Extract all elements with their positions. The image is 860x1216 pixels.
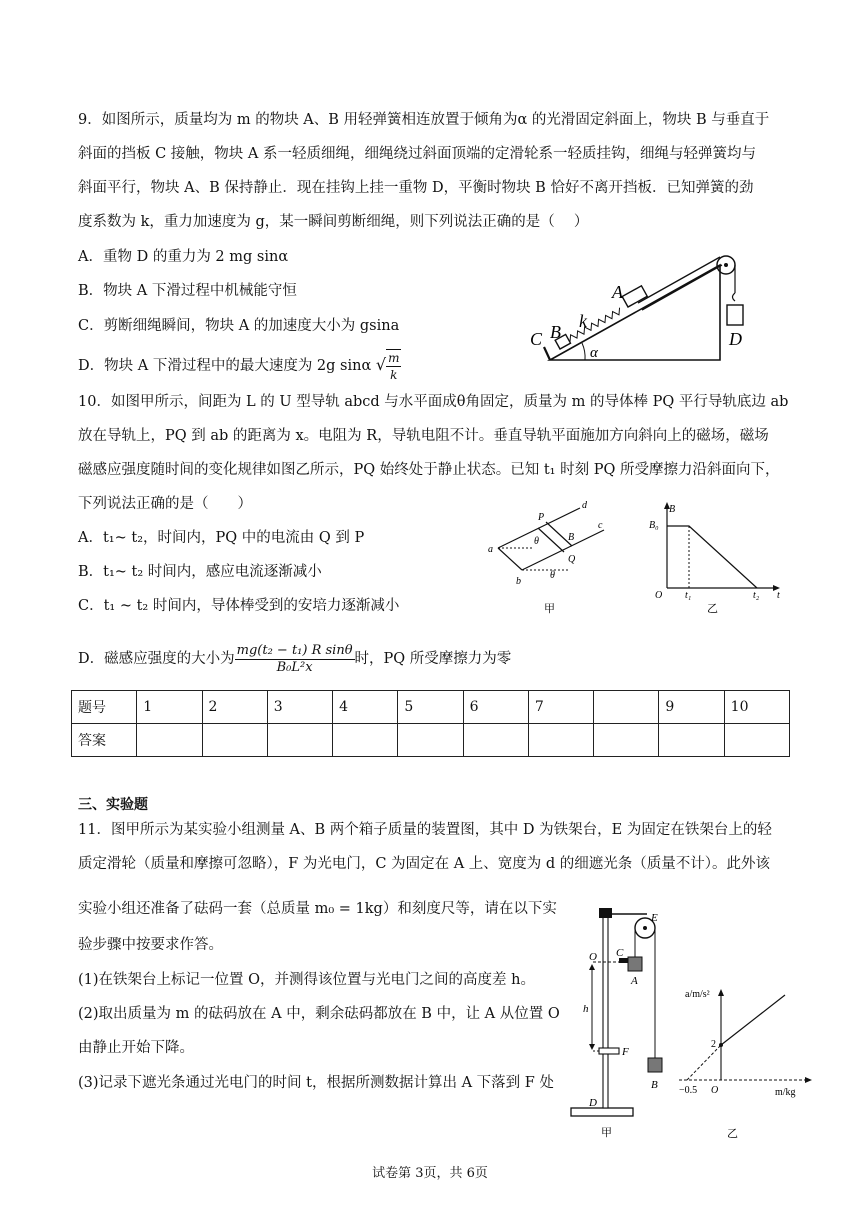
q10-yi-label-b: B — [669, 504, 676, 515]
q11-jia-label-e: E — [651, 912, 658, 924]
answer-cell[interactable] — [398, 724, 463, 757]
q9-label-k: k — [579, 311, 587, 331]
q10-yi-label-o: O — [655, 590, 663, 601]
q11-jia-label-o: O — [589, 951, 597, 963]
q10-option-c: C．t₁ ~ t₂ 时间内，导体棒受到的安培力逐渐减小 — [78, 598, 400, 614]
q11-jia-label-d: D — [589, 1097, 597, 1109]
q9-option-d: D．物块 A 下滑过程中的最大速度为 2g sinα √ $\frac{m}{k}$ — [78, 351, 400, 382]
q9-label-b: B — [550, 322, 561, 342]
answer-table-number: 9 — [659, 691, 724, 724]
q10-yi-label-b0: B₀ — [649, 520, 659, 531]
q11-figure-yi — [675, 985, 815, 1145]
answer-cell[interactable] — [724, 724, 789, 757]
q10-option-d — [78, 640, 511, 678]
answer-table-number: 3 — [267, 691, 332, 724]
q10-yi-label-t2: t₂ — [753, 590, 760, 601]
q10-option-d-fraction — [235, 643, 355, 676]
answer-table-answer-row — [72, 724, 790, 757]
answer-cell[interactable] — [594, 724, 659, 757]
q10-option-d-suffix: 时，PQ 所受摩擦力为零 — [354, 651, 512, 667]
q9-stem-line-4: 度系数为 k，重力加速度为 g，某一瞬间剪断细绳，则下列说法正确的是（ ） — [78, 214, 589, 230]
q9-label-a: A — [612, 282, 623, 302]
q11-jia-label-f: F — [622, 1046, 629, 1058]
answer-cell[interactable] — [659, 724, 724, 757]
q11-stem-line-1: 11．图甲所示为某实验小组测量 A、B 两个箱子质量的装置图，其中 D 为铁架台，E 为固定在铁架台上的轻 — [78, 822, 772, 838]
q9-option-d-denominator: k — [390, 368, 398, 382]
q11-jia-label-a: A — [631, 975, 638, 987]
q11-yi-x-axis-label: m/kg — [775, 1087, 796, 1098]
answer-table-number: 7 — [528, 691, 593, 724]
q11-jia-label-b: B — [651, 1079, 658, 1091]
q10-jia-label-b-field: B — [568, 532, 575, 543]
q11-yi-origin-label: O — [711, 1085, 719, 1096]
q11-step-1: (1)在铁架台上标记一位置 O，并测得该位置与光电门之间的高度差 h。 — [78, 972, 535, 988]
answer-table-number: 4 — [333, 691, 398, 724]
q10-yi-caption: 乙 — [707, 603, 718, 615]
q11-yi-y-axis-label: a/m/s² — [685, 989, 710, 1000]
answer-cell[interactable] — [528, 724, 593, 757]
q10-yi-label-t: t — [777, 590, 780, 601]
answer-cell[interactable] — [463, 724, 528, 757]
q10-figure-yi — [645, 500, 785, 615]
q10-option-d-prefix: D．磁感应强度的大小为 — [78, 651, 235, 667]
q10-stem-line-3: 磁感应强度随时间的变化规律如图乙所示，PQ 始终处于静止状态。已知 t₁ 时刻 PQ 所受摩擦力沿斜面向下， — [78, 462, 780, 478]
q10-jia-label-b: b — [516, 576, 521, 587]
q11-step-3: (3)记录下遮光条通过光电门的时间 t，根据所测数据计算出 A 下落到 F 处 — [78, 1075, 554, 1091]
q10-jia-label-c: c — [598, 520, 603, 531]
answer-cell[interactable] — [267, 724, 332, 757]
q10-jia-caption: 甲 — [544, 603, 555, 615]
answer-table-answer-label: 答案 — [72, 724, 137, 757]
answer-table — [71, 690, 790, 757]
q10-stem-line-1: 10．如图甲所示，间距为 L 的 U 型导轨 abcd 与水平面成θ角固定，质量为 m 的导体棒 PQ 平行导轨底边 ab — [78, 394, 789, 410]
q9-option-d-fraction — [386, 349, 401, 383]
q10-jia-label-theta-1: θ — [534, 536, 539, 547]
q10-option-d-numerator: mg(t₂ − t₁) R sinθ — [236, 642, 353, 658]
q9-stem-line-2: 斜面的挡板 C 接触，物块 A 系一轻质细绳，细绳绕过斜面顶端的定滑轮系一轻质挂钩，细绳与轻弹簧均与 — [78, 146, 756, 162]
answer-table-number: 6 — [463, 691, 528, 724]
answer-cell[interactable] — [202, 724, 267, 757]
answer-table-number-row — [72, 691, 790, 724]
q11-yi-caption: 乙 — [727, 1128, 738, 1140]
q11-jia-label-h: h — [583, 1003, 589, 1015]
section-title-experiment: 三、实验题 — [78, 796, 148, 812]
q9-option-b: B．物块 A 下滑过程中机械能守恒 — [78, 283, 297, 299]
q10-yi-label-t1: t₁ — [685, 590, 692, 601]
q11-stem-line-3: 实验小组还准备了砝码一套（总质量 m₀ = 1kg）和刻度尺等，请在以下实 — [78, 901, 557, 917]
answer-table-number: 1 — [137, 691, 202, 724]
q9-option-a: A．重物 D 的重力为 2 mg sinα — [78, 249, 289, 265]
q9-option-c: C．剪断细绳瞬间，物块 A 的加速度大小为 gsina — [78, 318, 400, 334]
q9-stem-line-1: 9．如图所示，质量均为 m 的物块 A、B 用轻弹簧相连放置于倾角为α 的光滑固定斜面上，物块 B 与垂直于 — [78, 112, 770, 128]
q11-step-2-line-2: 由静止开始下降。 — [78, 1040, 194, 1056]
q10-jia-label-q: Q — [568, 554, 576, 565]
q10-option-d-denominator: B₀L²x — [276, 659, 313, 675]
answer-table-header-label: 题号 — [72, 691, 137, 724]
q10-jia-label-a: a — [488, 544, 493, 555]
answer-cell[interactable] — [333, 724, 398, 757]
q9-option-d-numerator: m — [388, 351, 400, 365]
q11-step-2-line-1: (2)取出质量为 m 的砝码放在 A 中，剩余砝码都放在 B 中，让 A 从位置 O — [78, 1006, 560, 1022]
q9-stem-line-3: 斜面平行，物块 A、B 保持静止．现在挂钩上挂一重物 D，平衡时物块 B 恰好不离开挡板．已知弹簧的劲 — [78, 180, 754, 196]
answer-table-number: 10 — [724, 691, 789, 724]
answer-table-number — [594, 691, 659, 724]
answer-table-number: 2 — [202, 691, 267, 724]
answer-table-number: 5 — [398, 691, 463, 724]
q11-jia-caption: 甲 — [601, 1127, 612, 1139]
q11-stem-line-2: 质定滑轮（质量和摩擦可忽略），F 为光电门，C 为固定在 A 上、宽度为 d 的细遮光条（质量不计）。此外该 — [78, 856, 771, 872]
q10-stem-line-2: 放在导轨上，PQ 到 ab 的距离为 x。电阻为 R，导轨电阻不计。垂直导轨平面施加方向斜向上的磁场，磁场 — [78, 428, 769, 444]
q9-incline-figure — [530, 245, 755, 370]
q11-yi-x-tick: −0.5 — [679, 1085, 698, 1096]
q10-jia-label-d: d — [582, 500, 587, 511]
page-footer: 试卷第 3页，共 6页 — [372, 1166, 488, 1181]
q9-option-d-text: D．物块 A 下滑过程中的最大速度为 2g sinα — [78, 358, 372, 374]
q11-stem-line-4: 验步骤中按要求作答。 — [78, 937, 223, 953]
q10-jia-label-p: P — [538, 512, 545, 523]
q11-figure-jia — [565, 900, 675, 1145]
answer-cell[interactable] — [137, 724, 202, 757]
q9-label-d: D — [729, 329, 742, 349]
q11-yi-y-tick: 2 — [711, 1039, 716, 1050]
q10-option-a: A．t₁~ t₂，时间内，PQ 中的电流由 Q 到 P — [78, 530, 365, 546]
q10-jia-label-theta-2: θ — [550, 570, 555, 581]
q10-stem-line-4: 下列说法正确的是（ ） — [78, 496, 252, 512]
q10-figure-jia — [486, 500, 616, 615]
q9-label-alpha: α — [590, 345, 598, 361]
q9-label-c: C — [530, 329, 543, 349]
q10-option-b: B．t₁~ t₂ 时间内，感应电流逐渐减小 — [78, 564, 322, 580]
q11-jia-label-c: C — [616, 947, 624, 959]
